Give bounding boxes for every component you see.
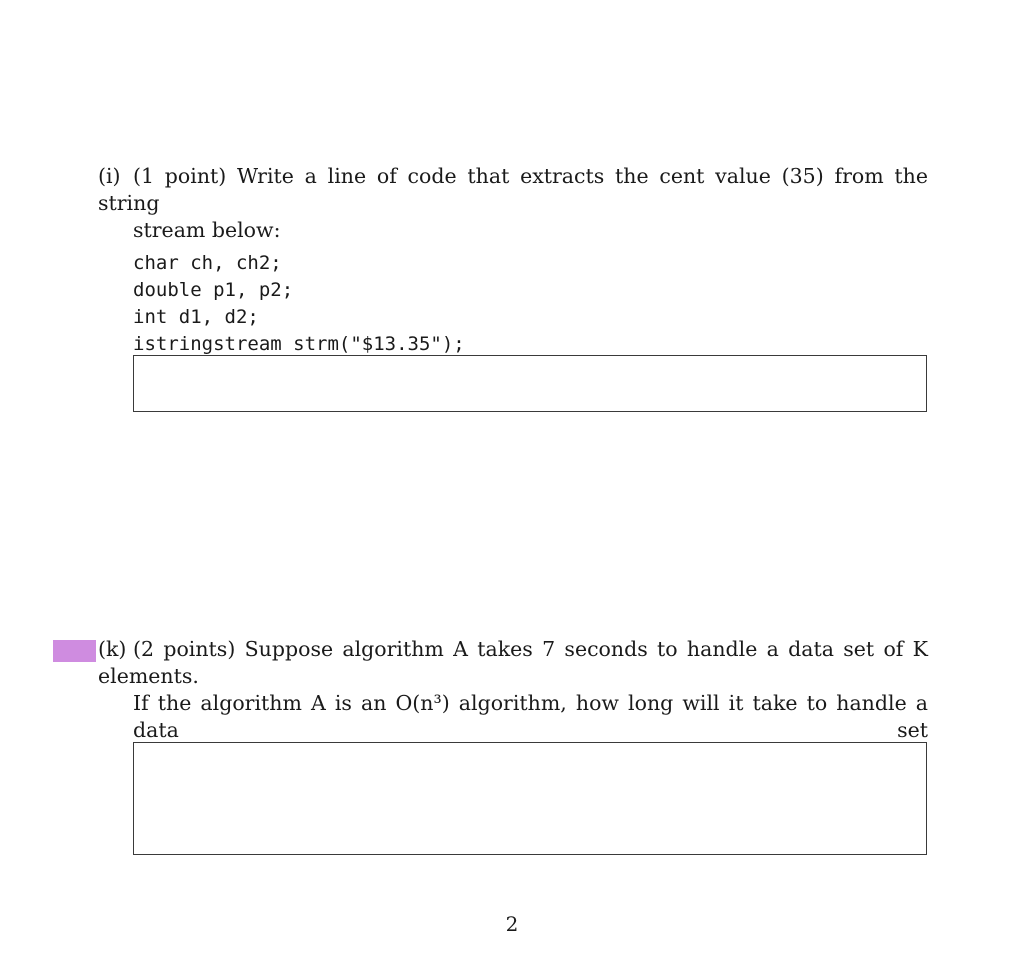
answer-box-i[interactable] [133, 355, 927, 412]
answer-box-k[interactable] [133, 742, 927, 855]
question-i-text-line1: (1 point) Write a line of code that extracts the cent value (35) from the string [98, 164, 928, 215]
code-line: int d1, d2; [133, 306, 259, 328]
question-k-line1: (2 points) Suppose algorithm A takes 7 seconds to handle a data set of K elements. [98, 637, 928, 688]
question-i-label: (i) [98, 164, 121, 188]
highlight-mark [53, 640, 96, 662]
question-i [98, 163, 928, 358]
code-block [133, 250, 928, 358]
question-i-prompt-line1 [98, 163, 928, 217]
question-i-text-line2: stream below: [133, 218, 281, 242]
question-k-line2: If the algorithm A is an O(n³) algorithm, how long will it take to handle a data set [133, 691, 928, 742]
code-line: char ch, ch2; [133, 252, 282, 274]
question-k-label: (k) [98, 637, 127, 661]
code-line: istringstream strm("$13.35"); [133, 333, 465, 355]
code-line: double p1, p2; [133, 279, 294, 301]
page-number: 2 [505, 912, 519, 936]
question-k-prompt-line1 [98, 636, 928, 690]
